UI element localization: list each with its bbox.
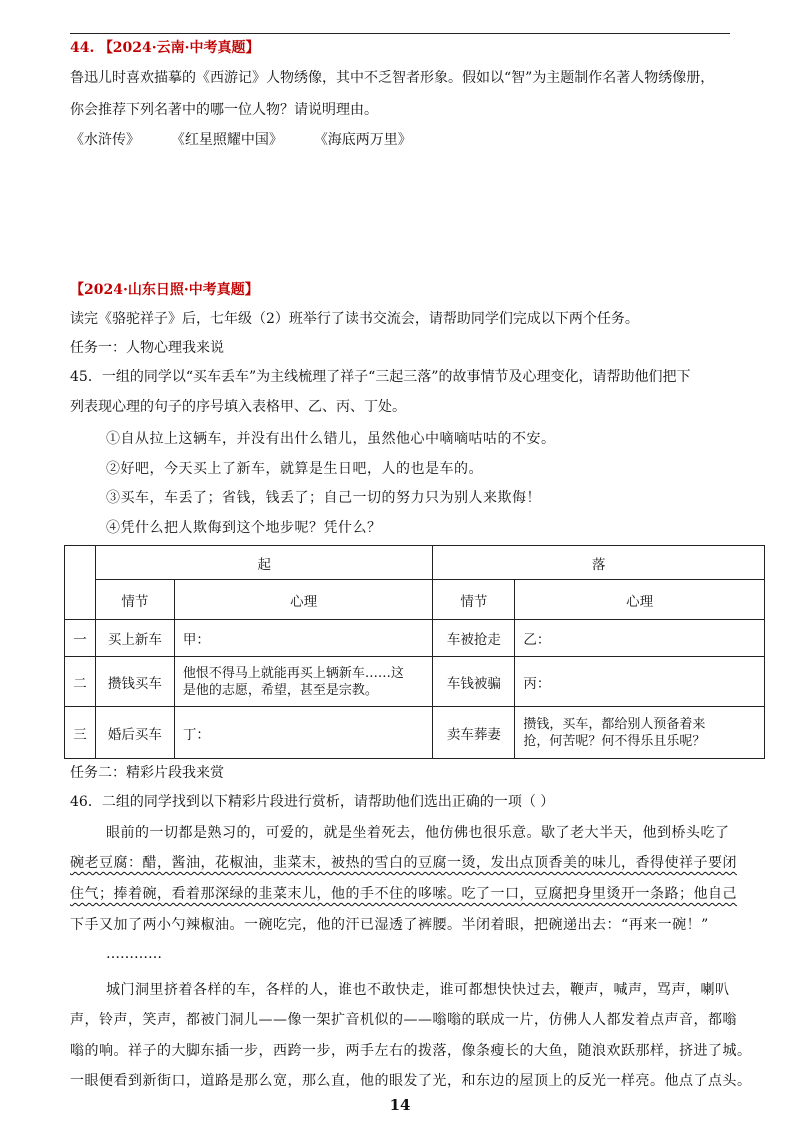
row-number: 一 (65, 620, 96, 657)
passage2-line2: 声，铃声，笑声，都被门洞儿——像一架扩音机似的——嗡嗡的联成一片，仿佛人人都发着点声音，都嗡 (70, 1012, 737, 1028)
sub-mind-fall: 心理 (515, 580, 765, 620)
task2-title: 任务二：精彩片段我来赏 (70, 765, 224, 781)
q45-line1: 45．一组的同学以“买车丢车”为主线梳理了祥子“三起三落”的故事情节及心理变化，请帮助他们把下 (70, 369, 691, 385)
q44-books (70, 130, 412, 150)
q45-option-3: ③买车，车丢了；省钱，钱丢了；自己一切的努力只为别人来欺侮！ (106, 490, 541, 506)
group-source: 【2024·山东日照·中考真题】 (70, 282, 259, 298)
q45-option-2: ②好吧，今天买上了新车，就算是生日吧，人的也是车的。 (106, 461, 483, 477)
mind-rise-line1: 他恨不得马上就能再买上辆新车……这 (182, 665, 404, 681)
book-3: 《海底两万里》 (313, 132, 412, 148)
plot-rise: 买上新车 (95, 620, 174, 657)
passage-ellipsis: ………… (106, 946, 162, 962)
table-corner (65, 546, 96, 620)
top-rule (70, 33, 730, 34)
q46-stem: 46．二组的同学找到以下精彩片段进行赏析，请帮助他们选出正确的一项（ ） (70, 794, 555, 810)
passage1-line3: 住气；捧着碗，看着那深绿的韭菜末儿，他的手不住的哆嗦。吃了一口，豆腐把身里烫开一条路；他自己 (70, 886, 737, 902)
task1-title: 任务一：人物心理我来说 (70, 340, 224, 356)
mind-fall-line2: 抢，何苦呢？何不得乐且乐呢？ (523, 733, 706, 749)
q44-line2: 你会推荐下列名著中的哪一位人物？请说明理由。 (70, 102, 378, 118)
sub-mind-rise: 心理 (174, 580, 433, 620)
plot-fall: 卖车葬妻 (433, 707, 515, 759)
plot-rise: 婚后买车 (95, 707, 174, 759)
row-number: 三 (65, 707, 96, 759)
mind-fall (515, 707, 765, 759)
q44-line1: 鲁迅儿时喜欢描摹的《西游记》人物绣像，其中不乏智者形象。假如以“智”为主题制作名著人物绣像册， (70, 70, 715, 86)
plot-fall: 车钱被骗 (433, 657, 515, 707)
page-number: 14 (389, 1096, 411, 1114)
passage1-line1: 眼前的一切都是熟习的，可爱的，就是坐着死去，他仿佛也很乐意。歇了老大半天，他到桥头吃了 (106, 825, 730, 841)
mind-rise-line2: 是他的志愿，希望，甚至是宗教。 (182, 682, 378, 698)
q45-option-4: ④凭什么把人欺侮到这个地步呢？凭什么？ (106, 520, 382, 536)
head-rise: 起 (95, 546, 433, 580)
q44-source: 【2024·云南·中考真题】 (98, 40, 260, 56)
table-row (65, 707, 765, 759)
book-2: 《红星照耀中国》 (170, 132, 283, 148)
passage1-line2: 碗老豆腐：醋，酱油，花椒油，韭菜末，被热的雪白的豆腐一烫，发出点顶香美的味儿，香得使祥子要闭 (70, 855, 737, 871)
plot-rise: 攒钱买车 (95, 657, 174, 707)
sub-plot-fall: 情节 (433, 580, 515, 620)
mind-fall: 乙： (515, 620, 765, 657)
sub-plot-rise: 情节 (95, 580, 174, 620)
mind-fall: 丙： (515, 657, 765, 707)
q44-header (70, 38, 260, 58)
mind-rise (174, 657, 433, 707)
mind-rise: 甲： (174, 620, 433, 657)
book-1: 《水浒传》 (70, 132, 140, 148)
passage2-line4: 一眼便看到新街口，道路是那么宽，那么直，他的眼发了光，和东边的屋顶上的反光一样亮。他点了点头。 (70, 1073, 752, 1089)
mind-rise: 丁： (174, 707, 433, 759)
q45-option-1: ①自从拉上这辆车，并没有出什么错儿，虽然他心中嘀嘀咕咕的不安。 (106, 431, 556, 447)
passage2-line1: 城门洞里挤着各样的车，各样的人，谁也不敢快走，谁可都想快快过去，鞭声，喊声，骂声，喇叭 (106, 982, 730, 998)
mind-fall-line1: 攒钱，买车，都给别人预备着来 (523, 716, 706, 732)
q45-line2: 列表现心理的句子的序号填入表格甲、乙、丙、丁处。 (70, 399, 406, 415)
plot-fall: 车被抢走 (433, 620, 515, 657)
group-intro: 读完《骆驼祥子》后，七年级（2）班举行了读书交流会，请帮助同学们完成以下两个任务。 (70, 311, 639, 327)
table-row (65, 620, 765, 657)
table-row (65, 657, 765, 707)
passage1-line4: 下手又加了两小勺辣椒油。一碗吃完，他的汗已湿透了裤腰。半闭着眼，把碗递出去：“再来一碗！” (70, 917, 709, 933)
row-number: 二 (65, 657, 96, 707)
q44-number: 44. (70, 40, 95, 56)
passage2-line3: 嗡的响。祥子的大脚东插一步，西跨一步，两手左右的拨落，像条瘦长的大鱼，随浪欢跃那样，挤进了城。 (70, 1043, 752, 1059)
head-fall: 落 (433, 546, 765, 580)
plot-table (64, 545, 765, 759)
